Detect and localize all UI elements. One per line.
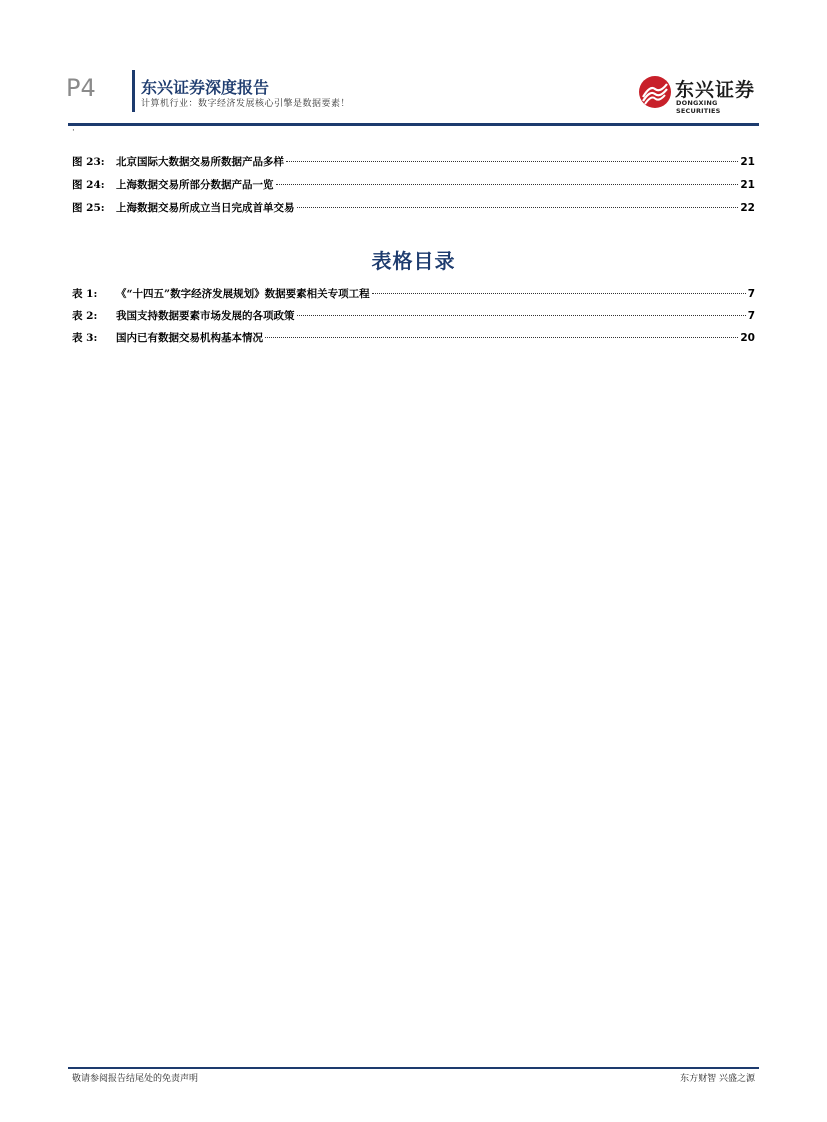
- logo-english-name: DONGXING SECURITIES: [676, 99, 721, 115]
- company-logo: [638, 75, 758, 115]
- figure-label: 图 25:: [72, 202, 105, 214]
- figure-title: 上海数据交易所部分数据产品一览: [116, 179, 274, 191]
- table-label: 表 1:: [72, 288, 98, 300]
- dot-leader: [286, 161, 738, 162]
- table-page: 20: [740, 332, 755, 344]
- figure-page: 21: [740, 156, 755, 168]
- table-toc-entry[interactable]: [72, 286, 755, 302]
- footer-rule: [68, 1067, 759, 1069]
- figure-title: 北京国际大数据交易所数据产品多样: [116, 156, 284, 168]
- company-slogan: 东方财智 兴盛之源: [680, 1074, 755, 1084]
- report-subtitle: 计算机行业：数字经济发展核心引擎是数据要素！: [141, 99, 351, 109]
- dot-leader: [297, 207, 739, 208]
- figure-page: 22: [740, 202, 755, 214]
- header-divider: [132, 70, 135, 112]
- header-rule: [68, 123, 759, 126]
- dot-leader: [276, 184, 739, 185]
- logo-chinese-name: 东兴证券: [675, 79, 756, 101]
- logo-mark-icon: [638, 75, 672, 109]
- figure-page: 21: [740, 179, 755, 191]
- table-toc-entry[interactable]: [72, 330, 755, 346]
- table-label: 表 3:: [72, 332, 98, 344]
- table-title: 我国支持数据要素市场发展的各项政策: [116, 310, 295, 322]
- report-title: 东兴证券深度报告: [141, 78, 270, 97]
- table-page: 7: [747, 288, 755, 300]
- table-page: 7: [747, 310, 755, 322]
- figure-toc-entry[interactable]: [72, 177, 755, 193]
- table-title: 《“十四五”数字经济发展规划》数据要素相关专项工程: [116, 288, 370, 300]
- dot-leader: [265, 337, 738, 338]
- table-label: 表 2:: [72, 310, 98, 322]
- dot-leader: [372, 293, 746, 294]
- figure-title: 上海数据交易所成立当日完成首单交易: [116, 202, 295, 214]
- table-title: 国内已有数据交易机构基本情况: [116, 332, 263, 344]
- figure-toc-entry[interactable]: [72, 200, 755, 216]
- figure-label: 图 23:: [72, 156, 105, 168]
- disclaimer-note: 敬请参阅报告结尾处的免责声明: [72, 1074, 199, 1084]
- dot-leader: [297, 315, 746, 316]
- figure-toc-entry[interactable]: [72, 154, 755, 170]
- page-number: P4: [66, 74, 96, 102]
- dot-marker: ·: [72, 126, 75, 136]
- figure-label: 图 24:: [72, 179, 105, 191]
- table-toc-entry[interactable]: [72, 308, 755, 324]
- tables-toc-heading: 表格目录: [371, 249, 456, 273]
